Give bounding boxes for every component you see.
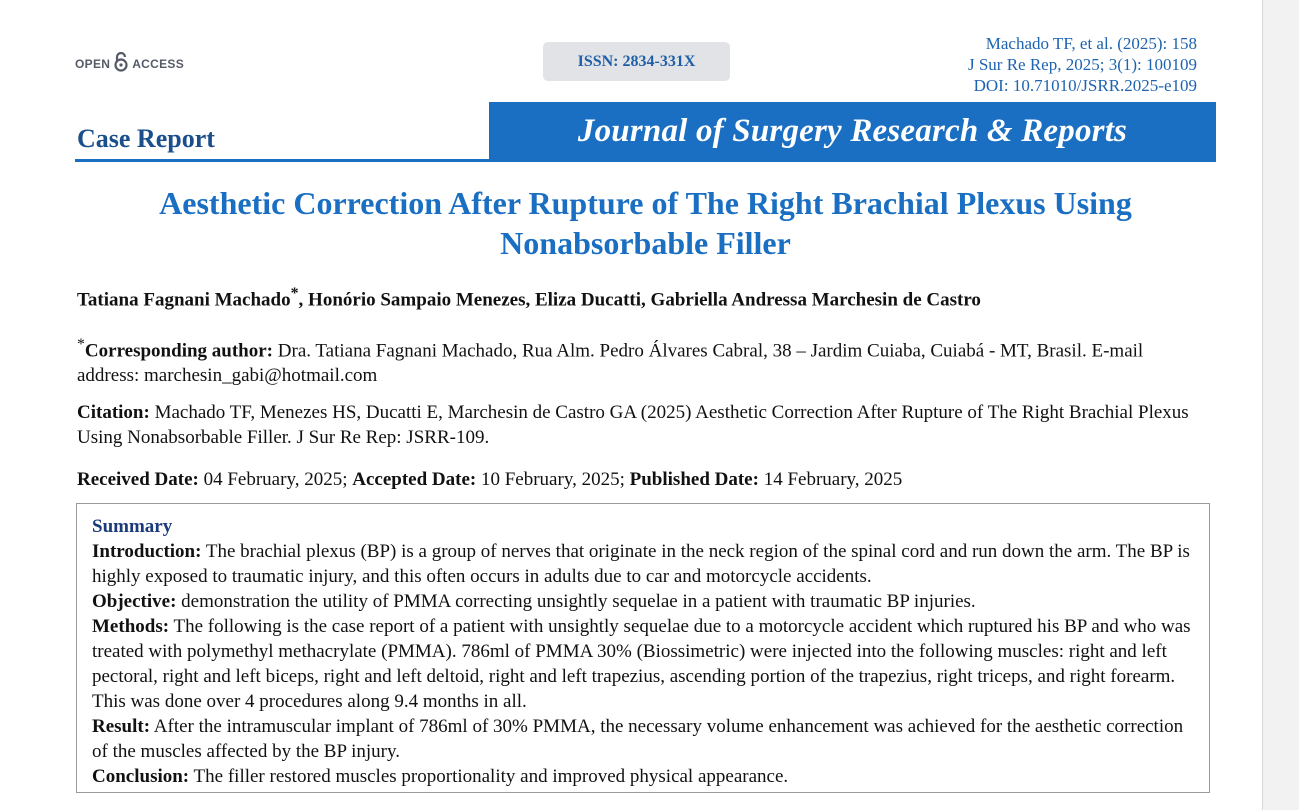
result-text: After the intramuscular implant of 786ml of 30% PMMA, the necessary volume enhancement was achieved for the aesthetic correction of the muscles affected by the BP injury.	[92, 716, 1184, 762]
open-access-text-open: OPEN	[75, 56, 111, 71]
summary-introduction	[92, 539, 1195, 589]
doi-line[interactable]: DOI: 10.71010/JSRR.2025-e109	[973, 76, 1197, 95]
article-title: Aesthetic Correction After Rupture of The Right Brachial Plexus Using Nonabsorbable Filler	[159, 185, 1132, 261]
author-list	[77, 285, 981, 311]
corr-text: Dra. Tatiana Fagnani Machado, Rua Alm. Pedro Álvares Cabral, 38 – Jardim Cuiaba, Cuiabá - MT, Brasil. E-mail address: marchesin_gabi@hotmail.com	[77, 340, 1144, 387]
summary-box	[76, 503, 1210, 793]
citation-paragraph	[77, 400, 1227, 450]
article-type: Case Report	[77, 124, 215, 153]
accepted-label: Accepted Date:	[352, 469, 477, 490]
corr-label: Corresponding author:	[84, 340, 274, 362]
header-rule	[75, 159, 1216, 162]
accepted-value: 10 February, 2025;	[476, 469, 630, 490]
published-value: 14 February, 2025	[758, 469, 903, 490]
citation-line-1: Machado TF, et al. (2025): 158	[985, 34, 1197, 53]
summary-heading: Summary	[92, 516, 173, 537]
citation-info	[968, 33, 1197, 96]
other-authors: , Honório Sampaio Menezes, Eliza Ducatti, Gabriella Andressa Marchesin de Castro	[298, 289, 981, 311]
corr-mark: *	[77, 336, 85, 353]
conclusion-text: The filler restored muscles proportionality and improved physical appearance.	[189, 766, 789, 787]
journal-banner	[489, 102, 1216, 160]
open-lock-icon	[113, 52, 129, 75]
corresponding-mark: *	[290, 285, 299, 302]
result-label: Result:	[92, 716, 151, 737]
journal-title: Journal of Surgery Research & Reports	[577, 112, 1128, 149]
intro-text: The brachial plexus (BP) is a group of nerves that originate in the neck region of the spinal cord and run down the arm. The BP is highly exposed to traumatic injury, and this often occurs in adults due to car and motorcycle accidents.	[92, 541, 1190, 587]
viewer-scroll-area[interactable]	[1262, 0, 1299, 810]
published-label: Published Date:	[629, 469, 759, 490]
summary-objective	[92, 589, 1195, 614]
citation-line-2: J Sur Re Rep, 2025; 3(1): 100109	[967, 55, 1197, 74]
issn-text: ISSN: 2834-331X	[577, 52, 696, 70]
open-access-text-access: ACCESS	[132, 56, 185, 71]
objective-label: Objective:	[92, 591, 177, 612]
received-value: 04 February, 2025;	[198, 469, 353, 490]
author-1: Tatiana Fagnani Machado	[77, 289, 291, 311]
methods-text: The following is the case report of a patient with unsightly sequelae due to a motorcycle accident which ruptured his BP and who was treated with polymethyl methacrylate (PMMA). 786ml of PMMA 30% (Biossimetric) were injected into the following muscles: right and left pectoral, right and left biceps, right and left deltoid, right and left trapezius, ascending portion of the trapezius, right triceps, and right forearm. This was done over 4 procedures along 9.4 months in all.	[92, 616, 1191, 712]
objective-text: demonstration the utility of PMMA correcting unsightly sequelae in a patient with traumatic BP injuries.	[176, 591, 976, 612]
conclusion-label: Conclusion:	[92, 766, 190, 787]
issn-badge	[543, 42, 730, 81]
open-access-logo	[75, 52, 184, 75]
received-label: Received Date:	[77, 469, 199, 490]
citation-label: Citation:	[77, 402, 150, 423]
summary-result	[92, 714, 1195, 764]
dates-line	[77, 467, 1227, 492]
summary-methods	[92, 614, 1195, 714]
summary-conclusion	[92, 764, 1195, 789]
methods-label: Methods:	[92, 616, 170, 637]
intro-label: Introduction:	[92, 541, 202, 562]
corresponding-author	[77, 332, 1197, 388]
citation-text: Machado TF, Menezes HS, Ducatti E, Marchesin de Castro GA (2025) Aesthetic Correction After Rupture of The Right Brachial Plexus Using Nonabsorbable Filler. J Sur Re Rep: JSRR-109.	[77, 402, 1189, 448]
